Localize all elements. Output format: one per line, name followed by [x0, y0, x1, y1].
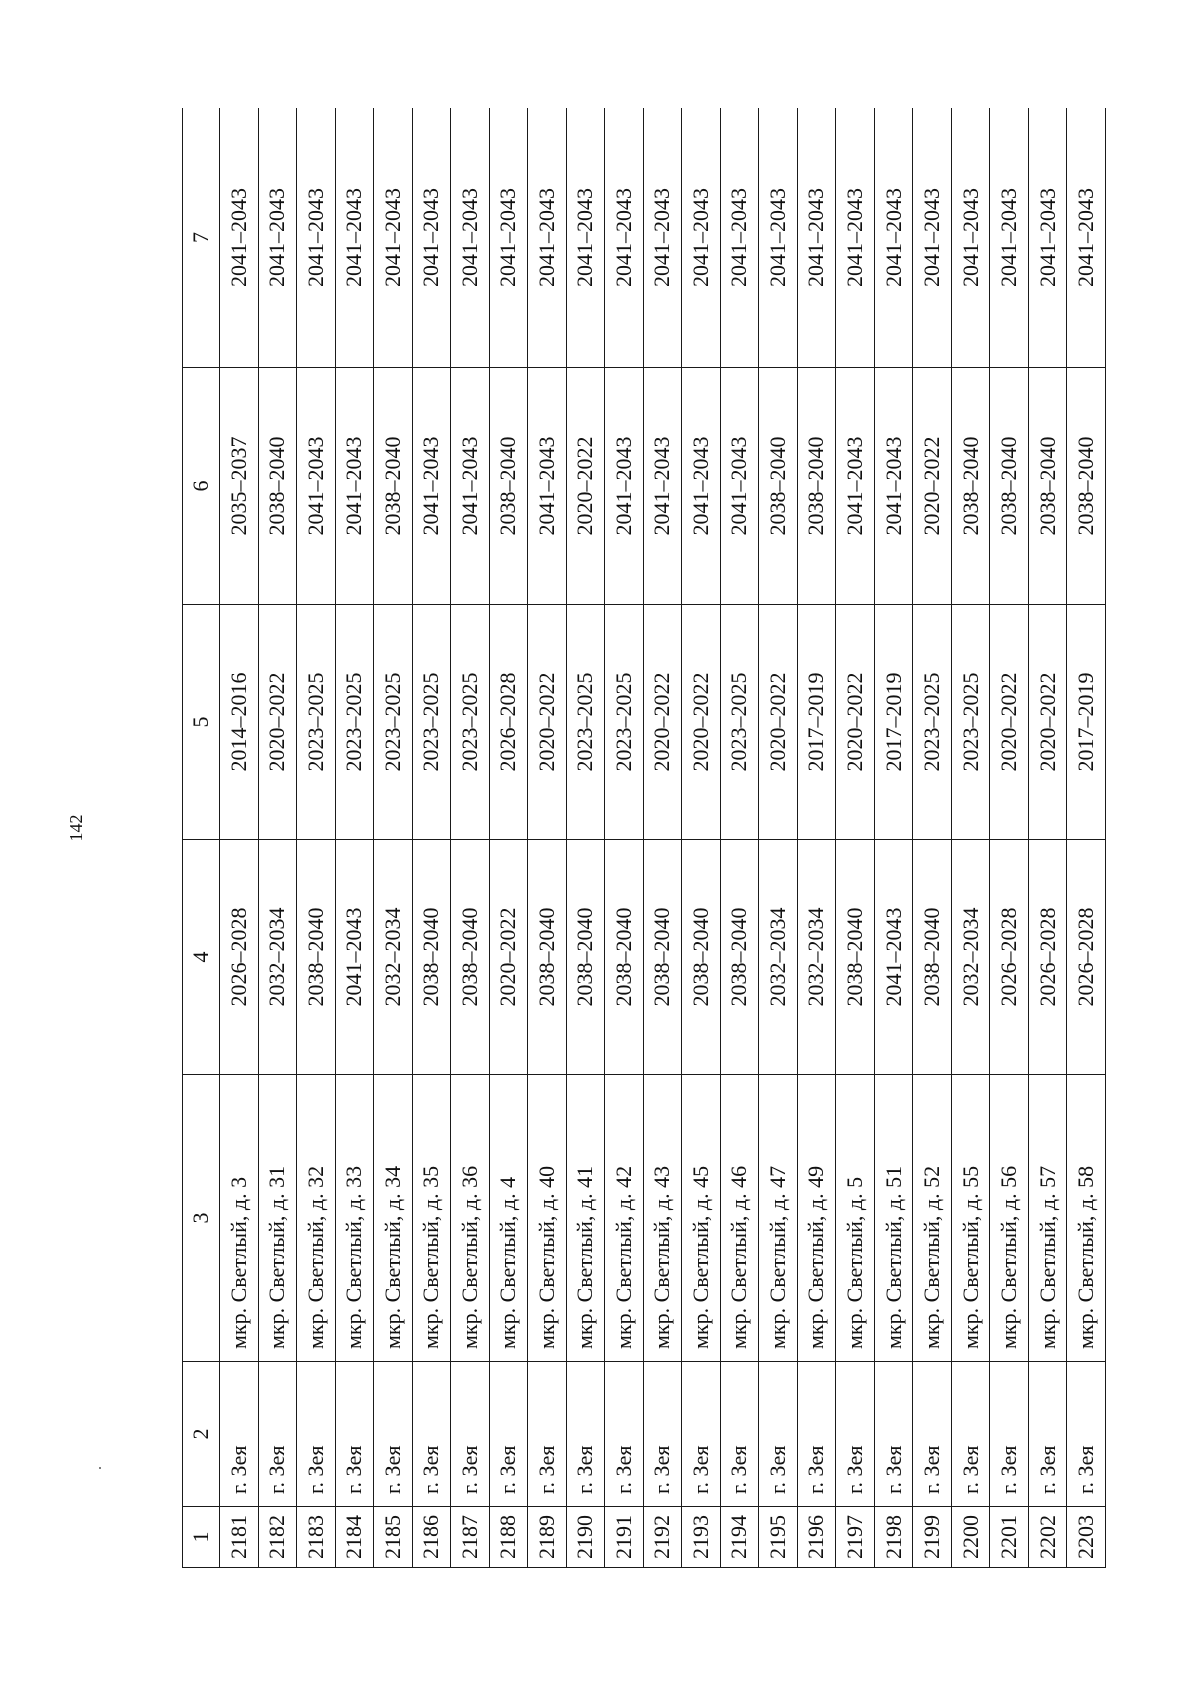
cell-period-col5: 2017–2019 — [1067, 605, 1106, 840]
cell-period-col7: 2041–2043 — [874, 108, 913, 368]
column-header: 3 — [183, 1075, 220, 1362]
cell-row-number: 2196 — [797, 1507, 836, 1568]
cell-row-number: 2183 — [297, 1507, 336, 1568]
cell-row-number: 2192 — [643, 1507, 682, 1568]
cell-period-col5: 2020–2022 — [836, 605, 875, 840]
cell-period-col4: 2038–2040 — [836, 840, 875, 1075]
cell-period-col4: 2038–2040 — [913, 840, 952, 1075]
cell-row-number: 2187 — [451, 1507, 490, 1568]
cell-period-col7: 2041–2043 — [566, 108, 605, 368]
table-row — [220, 108, 259, 1568]
cell-period-col4: 2032–2034 — [759, 840, 798, 1075]
cell-address: мкр. Светлый, д. 5 — [836, 1075, 875, 1362]
cell-address: мкр. Светлый, д. 55 — [951, 1075, 990, 1362]
table-row — [990, 108, 1029, 1568]
cell-period-col6: 2038–2040 — [374, 368, 413, 605]
column-header: 1 — [183, 1507, 220, 1568]
cell-period-col5: 2020–2022 — [682, 605, 721, 840]
cell-row-number: 2199 — [913, 1507, 952, 1568]
cell-period-col6: 2035–2037 — [220, 368, 259, 605]
column-header: 2 — [183, 1362, 220, 1507]
cell-city: г. Зея — [451, 1362, 490, 1507]
cell-period-col6: 2041–2043 — [335, 368, 374, 605]
cell-period-col4: 2026–2028 — [220, 840, 259, 1075]
cell-row-number: 2189 — [528, 1507, 567, 1568]
cell-period-col5: 2023–2025 — [566, 605, 605, 840]
cell-period-col7: 2041–2043 — [451, 108, 490, 368]
cell-period-col5: 2023–2025 — [335, 605, 374, 840]
cell-period-col5: 2020–2022 — [1028, 605, 1067, 840]
cell-row-number: 2193 — [682, 1507, 721, 1568]
cell-period-col5: 2023–2025 — [913, 605, 952, 840]
cell-address: мкр. Светлый, д. 42 — [605, 1075, 644, 1362]
cell-period-col4: 2032–2034 — [374, 840, 413, 1075]
cell-city: г. Зея — [258, 1362, 297, 1507]
cell-address: мкр. Светлый, д. 51 — [874, 1075, 913, 1362]
table-row — [374, 108, 413, 1568]
table-row — [412, 108, 451, 1568]
cell-row-number: 2203 — [1067, 1507, 1106, 1568]
table-row — [489, 108, 528, 1568]
cell-period-col7: 2041–2043 — [1067, 108, 1106, 368]
table-row — [951, 108, 990, 1568]
cell-city: г. Зея — [412, 1362, 451, 1507]
cell-address: мкр. Светлый, д. 4 — [489, 1075, 528, 1362]
cell-period-col6: 2041–2043 — [874, 368, 913, 605]
cell-city: г. Зея — [1067, 1362, 1106, 1507]
cell-city: г. Зея — [1028, 1362, 1067, 1507]
table-row — [1028, 108, 1067, 1568]
cell-address: мкр. Светлый, д. 56 — [990, 1075, 1029, 1362]
cell-city: г. Зея — [566, 1362, 605, 1507]
table-row — [1067, 108, 1106, 1568]
column-header: 6 — [183, 368, 220, 605]
cell-period-col5: 2020–2022 — [759, 605, 798, 840]
cell-period-col6: 2041–2043 — [451, 368, 490, 605]
cell-period-col4: 2032–2034 — [258, 840, 297, 1075]
cell-period-col6: 2041–2043 — [643, 368, 682, 605]
cell-address: мкр. Светлый, д. 49 — [797, 1075, 836, 1362]
cell-row-number: 2182 — [258, 1507, 297, 1568]
cell-period-col7: 2041–2043 — [412, 108, 451, 368]
cell-address: мкр. Светлый, д. 43 — [643, 1075, 682, 1362]
cell-period-col7: 2041–2043 — [682, 108, 721, 368]
cell-row-number: 2186 — [412, 1507, 451, 1568]
cell-row-number: 2195 — [759, 1507, 798, 1568]
cell-period-col7: 2041–2043 — [258, 108, 297, 368]
cell-period-col7: 2041–2043 — [990, 108, 1029, 368]
cell-period-col5: 2026–2028 — [489, 605, 528, 840]
cell-period-col4: 2026–2028 — [1028, 840, 1067, 1075]
cell-period-col4: 2041–2043 — [335, 840, 374, 1075]
cell-address: мкр. Светлый, д. 46 — [720, 1075, 759, 1362]
cell-period-col6: 2038–2040 — [1067, 368, 1106, 605]
cell-period-col7: 2041–2043 — [720, 108, 759, 368]
cell-period-col7: 2041–2043 — [335, 108, 374, 368]
cell-city: г. Зея — [528, 1362, 567, 1507]
cell-city: г. Зея — [836, 1362, 875, 1507]
cell-row-number: 2184 — [335, 1507, 374, 1568]
cell-address: мкр. Светлый, д. 47 — [759, 1075, 798, 1362]
cell-period-col7: 2041–2043 — [297, 108, 336, 368]
cell-address: мкр. Светлый, д. 35 — [412, 1075, 451, 1362]
cell-period-col5: 2017–2019 — [874, 605, 913, 840]
cell-period-col6: 2038–2040 — [797, 368, 836, 605]
cell-row-number: 2190 — [566, 1507, 605, 1568]
table-row — [566, 108, 605, 1568]
cell-city: г. Зея — [489, 1362, 528, 1507]
cell-period-col7: 2041–2043 — [220, 108, 259, 368]
cell-row-number: 2202 — [1028, 1507, 1067, 1568]
cell-period-col4: 2032–2034 — [951, 840, 990, 1075]
cell-row-number: 2188 — [489, 1507, 528, 1568]
cell-period-col7: 2041–2043 — [951, 108, 990, 368]
table-row — [335, 108, 374, 1568]
cell-address: мкр. Светлый, д. 52 — [913, 1075, 952, 1362]
table-row — [297, 108, 336, 1568]
header-row — [183, 108, 220, 1568]
cell-period-col7: 2041–2043 — [643, 108, 682, 368]
cell-address: мкр. Светлый, д. 32 — [297, 1075, 336, 1362]
table-row — [836, 108, 875, 1568]
cell-period-col5: 2020–2022 — [990, 605, 1029, 840]
cell-period-col4: 2038–2040 — [566, 840, 605, 1075]
cell-row-number: 2191 — [605, 1507, 644, 1568]
cell-row-number: 2181 — [220, 1507, 259, 1568]
table-row — [720, 108, 759, 1568]
cell-period-col6: 2038–2040 — [951, 368, 990, 605]
cell-city: г. Зея — [951, 1362, 990, 1507]
table-container — [182, 108, 1106, 1568]
cell-period-col6: 2038–2040 — [759, 368, 798, 605]
cell-period-col6: 2041–2043 — [682, 368, 721, 605]
cell-period-col5: 2023–2025 — [451, 605, 490, 840]
table-body — [220, 108, 1106, 1568]
cell-city: г. Зея — [797, 1362, 836, 1507]
cell-period-col6: 2041–2043 — [412, 368, 451, 605]
cell-city: г. Зея — [374, 1362, 413, 1507]
cell-period-col7: 2041–2043 — [489, 108, 528, 368]
cell-period-col4: 2038–2040 — [451, 840, 490, 1075]
cell-period-col7: 2041–2043 — [797, 108, 836, 368]
cell-period-col5: 2020–2022 — [528, 605, 567, 840]
cell-city: г. Зея — [220, 1362, 259, 1507]
table-row — [759, 108, 798, 1568]
cell-period-col7: 2041–2043 — [528, 108, 567, 368]
cell-period-col4: 2038–2040 — [528, 840, 567, 1075]
column-header: 7 — [183, 108, 220, 368]
table-row — [258, 108, 297, 1568]
cell-period-col5: 2020–2022 — [258, 605, 297, 840]
cell-period-col4: 2020–2022 — [489, 840, 528, 1075]
cell-row-number: 2197 — [836, 1507, 875, 1568]
table-row — [913, 108, 952, 1568]
rotated-table-frame — [182, 108, 1106, 1568]
column-header: 4 — [183, 840, 220, 1075]
cell-city: г. Зея — [297, 1362, 336, 1507]
cell-period-col4: 2038–2040 — [297, 840, 336, 1075]
cell-period-col4: 2038–2040 — [720, 840, 759, 1075]
cell-period-col5: 2023–2025 — [605, 605, 644, 840]
data-table — [182, 108, 1106, 1568]
cell-row-number: 2198 — [874, 1507, 913, 1568]
cell-row-number: 2201 — [990, 1507, 1029, 1568]
cell-address: мкр. Светлый, д. 34 — [374, 1075, 413, 1362]
speck — [99, 1467, 101, 1469]
cell-period-col5: 2023–2025 — [374, 605, 413, 840]
cell-period-col4: 2026–2028 — [1067, 840, 1106, 1075]
cell-address: мкр. Светлый, д. 3 — [220, 1075, 259, 1362]
cell-period-col5: 2020–2022 — [643, 605, 682, 840]
cell-city: г. Зея — [913, 1362, 952, 1507]
cell-city: г. Зея — [643, 1362, 682, 1507]
cell-period-col6: 2038–2040 — [1028, 368, 1067, 605]
cell-period-col7: 2041–2043 — [836, 108, 875, 368]
table-row — [797, 108, 836, 1568]
cell-city: г. Зея — [990, 1362, 1029, 1507]
cell-period-col5: 2023–2025 — [951, 605, 990, 840]
cell-period-col6: 2041–2043 — [720, 368, 759, 605]
cell-period-col4: 2038–2040 — [682, 840, 721, 1075]
cell-period-col5: 2014–2016 — [220, 605, 259, 840]
cell-period-col6: 2020–2022 — [566, 368, 605, 605]
cell-period-col4: 2041–2043 — [874, 840, 913, 1075]
cell-city: г. Зея — [682, 1362, 721, 1507]
cell-period-col5: 2023–2025 — [720, 605, 759, 840]
cell-city: г. Зея — [720, 1362, 759, 1507]
cell-address: мкр. Светлый, д. 45 — [682, 1075, 721, 1362]
cell-city: г. Зея — [874, 1362, 913, 1507]
cell-period-col5: 2023–2025 — [412, 605, 451, 840]
table-row — [874, 108, 913, 1568]
table-row — [682, 108, 721, 1568]
cell-address: мкр. Светлый, д. 31 — [258, 1075, 297, 1362]
cell-row-number: 2194 — [720, 1507, 759, 1568]
cell-period-col6: 2038–2040 — [258, 368, 297, 605]
cell-period-col6: 2041–2043 — [297, 368, 336, 605]
cell-period-col4: 2038–2040 — [605, 840, 644, 1075]
cell-period-col7: 2041–2043 — [913, 108, 952, 368]
cell-period-col4: 2026–2028 — [990, 840, 1029, 1075]
table-row — [643, 108, 682, 1568]
cell-address: мкр. Светлый, д. 36 — [451, 1075, 490, 1362]
cell-period-col6: 2020–2022 — [913, 368, 952, 605]
cell-period-col7: 2041–2043 — [759, 108, 798, 368]
cell-row-number: 2185 — [374, 1507, 413, 1568]
cell-period-col5: 2017–2019 — [797, 605, 836, 840]
cell-address: мкр. Светлый, д. 33 — [335, 1075, 374, 1362]
table-row — [605, 108, 644, 1568]
cell-city: г. Зея — [335, 1362, 374, 1507]
cell-address: мкр. Светлый, д. 40 — [528, 1075, 567, 1362]
cell-period-col4: 2038–2040 — [412, 840, 451, 1075]
cell-period-col6: 2041–2043 — [605, 368, 644, 605]
cell-period-col6: 2041–2043 — [836, 368, 875, 605]
cell-address: мкр. Светлый, д. 57 — [1028, 1075, 1067, 1362]
page-number: 142 — [66, 814, 86, 842]
cell-period-col7: 2041–2043 — [1028, 108, 1067, 368]
cell-row-number: 2200 — [951, 1507, 990, 1568]
column-header: 5 — [183, 605, 220, 840]
table-row — [528, 108, 567, 1568]
cell-address: мкр. Светлый, д. 41 — [566, 1075, 605, 1362]
table-row — [451, 108, 490, 1568]
cell-city: г. Зея — [605, 1362, 644, 1507]
cell-period-col4: 2038–2040 — [643, 840, 682, 1075]
cell-period-col7: 2041–2043 — [374, 108, 413, 368]
cell-period-col6: 2041–2043 — [528, 368, 567, 605]
cell-address: мкр. Светлый, д. 58 — [1067, 1075, 1106, 1362]
cell-city: г. Зея — [759, 1362, 798, 1507]
cell-period-col4: 2032–2034 — [797, 840, 836, 1075]
cell-period-col7: 2041–2043 — [605, 108, 644, 368]
cell-period-col5: 2023–2025 — [297, 605, 336, 840]
cell-period-col6: 2038–2040 — [489, 368, 528, 605]
cell-period-col6: 2038–2040 — [990, 368, 1029, 605]
